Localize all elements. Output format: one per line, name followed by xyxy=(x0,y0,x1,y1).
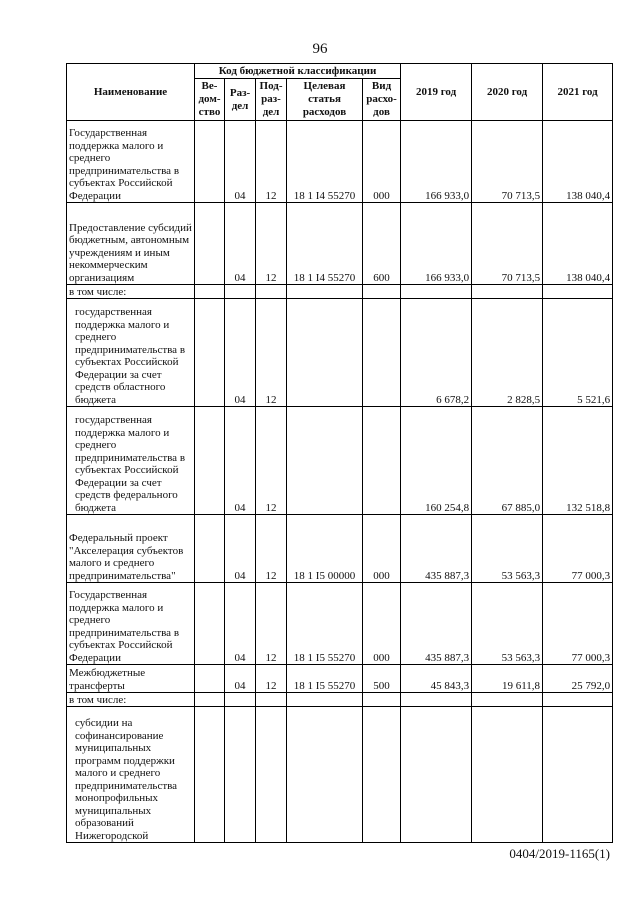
cell-2021: 5 521,6 xyxy=(543,299,613,407)
header-vedomstvo: Ве-дом-ство xyxy=(195,79,225,121)
cell-podrazdel xyxy=(256,285,287,299)
header-name: Наименование xyxy=(67,64,195,121)
cell-podrazdel xyxy=(256,707,287,843)
header-celevaya-statya: Целевая статья расходов xyxy=(287,79,363,121)
cell-razdel: 04 xyxy=(225,203,256,285)
cell-2020: 53 563,3 xyxy=(472,583,543,665)
table-body xyxy=(67,121,613,843)
cell-name: в том числе: xyxy=(67,693,195,707)
cell-razdel xyxy=(225,693,256,707)
cell-2019: 435 887,3 xyxy=(401,515,472,583)
cell-razdel: 04 xyxy=(225,121,256,203)
cell-podrazdel: 12 xyxy=(256,203,287,285)
cell-2021: 132 518,8 xyxy=(543,407,613,515)
table-row xyxy=(67,121,613,203)
cell-vedomstvo xyxy=(195,203,225,285)
cell-2020 xyxy=(472,707,543,843)
cell-name: субсидии на софинансирование муниципальных программ поддержки малого и среднего предпринимательства монопрофильных муниципальных образований Нижегородской xyxy=(67,707,195,843)
cell-2021 xyxy=(543,707,613,843)
table-row xyxy=(67,693,613,707)
cell-vedomstvo xyxy=(195,515,225,583)
cell-name: Государственная поддержка малого и среднего предпринимательства в субъектах Российской Федерации xyxy=(67,121,195,203)
cell-2020 xyxy=(472,285,543,299)
footer-document-code: 0404/2019-1165(1) xyxy=(509,846,610,861)
cell-2021 xyxy=(543,285,613,299)
header-2019: 2019 год xyxy=(401,64,472,121)
table-row xyxy=(67,407,613,515)
cell-vid-rashodov xyxy=(363,299,401,407)
cell-vid-rashodov: 000 xyxy=(363,121,401,203)
cell-2020 xyxy=(472,693,543,707)
cell-name: государственная поддержка малого и среднего предпринимательства в субъектах Российской Федерации за счет средств областного бюджета xyxy=(67,299,195,407)
cell-2019: 160 254,8 xyxy=(401,407,472,515)
cell-celevaya-statya xyxy=(287,693,363,707)
cell-podrazdel: 12 xyxy=(256,299,287,407)
cell-vid-rashodov: 000 xyxy=(363,583,401,665)
cell-name: Предоставление субсидий бюджетным, автономным учреждениям и иным некоммерческим организациям xyxy=(67,203,195,285)
cell-vedomstvo xyxy=(195,407,225,515)
cell-2021: 138 040,4 xyxy=(543,121,613,203)
cell-vedomstvo xyxy=(195,121,225,203)
cell-vedomstvo xyxy=(195,693,225,707)
cell-vid-rashodov xyxy=(363,285,401,299)
cell-name: в том числе: xyxy=(67,285,195,299)
cell-podrazdel xyxy=(256,693,287,707)
page-number: 96 xyxy=(312,41,328,57)
cell-razdel: 04 xyxy=(225,299,256,407)
cell-vedomstvo xyxy=(195,583,225,665)
table-row xyxy=(67,285,613,299)
cell-vedomstvo xyxy=(195,707,225,843)
cell-podrazdel: 12 xyxy=(256,583,287,665)
cell-2021 xyxy=(543,693,613,707)
header-2020: 2020 год xyxy=(472,64,543,121)
cell-celevaya-statya: 18 1 I5 00000 xyxy=(287,515,363,583)
cell-celevaya-statya xyxy=(287,299,363,407)
cell-vid-rashodov: 600 xyxy=(363,203,401,285)
cell-podrazdel: 12 xyxy=(256,515,287,583)
budget-table xyxy=(66,63,613,843)
cell-name: Межбюджетные трансферты xyxy=(67,665,195,693)
cell-razdel xyxy=(225,707,256,843)
cell-podrazdel: 12 xyxy=(256,121,287,203)
cell-vid-rashodov: 500 xyxy=(363,665,401,693)
cell-celevaya-statya xyxy=(287,407,363,515)
header-vid-rashodov: Вид расхо-дов xyxy=(363,79,401,121)
cell-podrazdel: 12 xyxy=(256,665,287,693)
cell-celevaya-statya: 18 1 I4 55270 xyxy=(287,121,363,203)
cell-razdel: 04 xyxy=(225,515,256,583)
cell-vedomstvo xyxy=(195,665,225,693)
cell-celevaya-statya: 18 1 I5 55270 xyxy=(287,665,363,693)
cell-2020: 67 885,0 xyxy=(472,407,543,515)
table-row xyxy=(67,583,613,665)
cell-vid-rashodov xyxy=(363,707,401,843)
cell-razdel: 04 xyxy=(225,407,256,515)
cell-2020: 19 611,8 xyxy=(472,665,543,693)
cell-vid-rashodov xyxy=(363,693,401,707)
header-podrazdel: Под-раз-дел xyxy=(256,79,287,121)
cell-2019: 45 843,3 xyxy=(401,665,472,693)
cell-name: Государственная поддержка малого и среднего предпринимательства в субъектах Российской Федерации xyxy=(67,583,195,665)
cell-name: государственная поддержка малого и среднего предпринимательства в субъектах Российской Федерации за счет средств федерального бюджета xyxy=(67,407,195,515)
cell-2020: 70 713,5 xyxy=(472,121,543,203)
header-budget-code-group: Код бюджетной классификации xyxy=(195,64,401,79)
cell-2021: 77 000,3 xyxy=(543,583,613,665)
cell-2019 xyxy=(401,285,472,299)
table-row xyxy=(67,299,613,407)
cell-2021: 138 040,4 xyxy=(543,203,613,285)
cell-2021: 77 000,3 xyxy=(543,515,613,583)
cell-vid-rashodov: 000 xyxy=(363,515,401,583)
table-row xyxy=(67,707,613,843)
cell-2019: 6 678,2 xyxy=(401,299,472,407)
cell-celevaya-statya xyxy=(287,285,363,299)
cell-razdel xyxy=(225,285,256,299)
table-row xyxy=(67,665,613,693)
cell-vedomstvo xyxy=(195,299,225,407)
cell-2020: 2 828,5 xyxy=(472,299,543,407)
cell-2019: 166 933,0 xyxy=(401,203,472,285)
table-row xyxy=(67,203,613,285)
table-row xyxy=(67,515,613,583)
cell-celevaya-statya: 18 1 I4 55270 xyxy=(287,203,363,285)
header-2021: 2021 год xyxy=(543,64,613,121)
cell-razdel: 04 xyxy=(225,665,256,693)
cell-2019 xyxy=(401,707,472,843)
cell-celevaya-statya xyxy=(287,707,363,843)
cell-2019: 166 933,0 xyxy=(401,121,472,203)
cell-razdel: 04 xyxy=(225,583,256,665)
cell-celevaya-statya: 18 1 I5 55270 xyxy=(287,583,363,665)
cell-name: Федеральный проект "Акселерация субъектов малого и среднего предпринимательства" xyxy=(67,515,195,583)
cell-2019: 435 887,3 xyxy=(401,583,472,665)
cell-vedomstvo xyxy=(195,285,225,299)
header-razdel: Раз-дел xyxy=(225,79,256,121)
cell-2019 xyxy=(401,693,472,707)
cell-2021: 25 792,0 xyxy=(543,665,613,693)
cell-2020: 53 563,3 xyxy=(472,515,543,583)
cell-vid-rashodov xyxy=(363,407,401,515)
cell-2020: 70 713,5 xyxy=(472,203,543,285)
cell-podrazdel: 12 xyxy=(256,407,287,515)
